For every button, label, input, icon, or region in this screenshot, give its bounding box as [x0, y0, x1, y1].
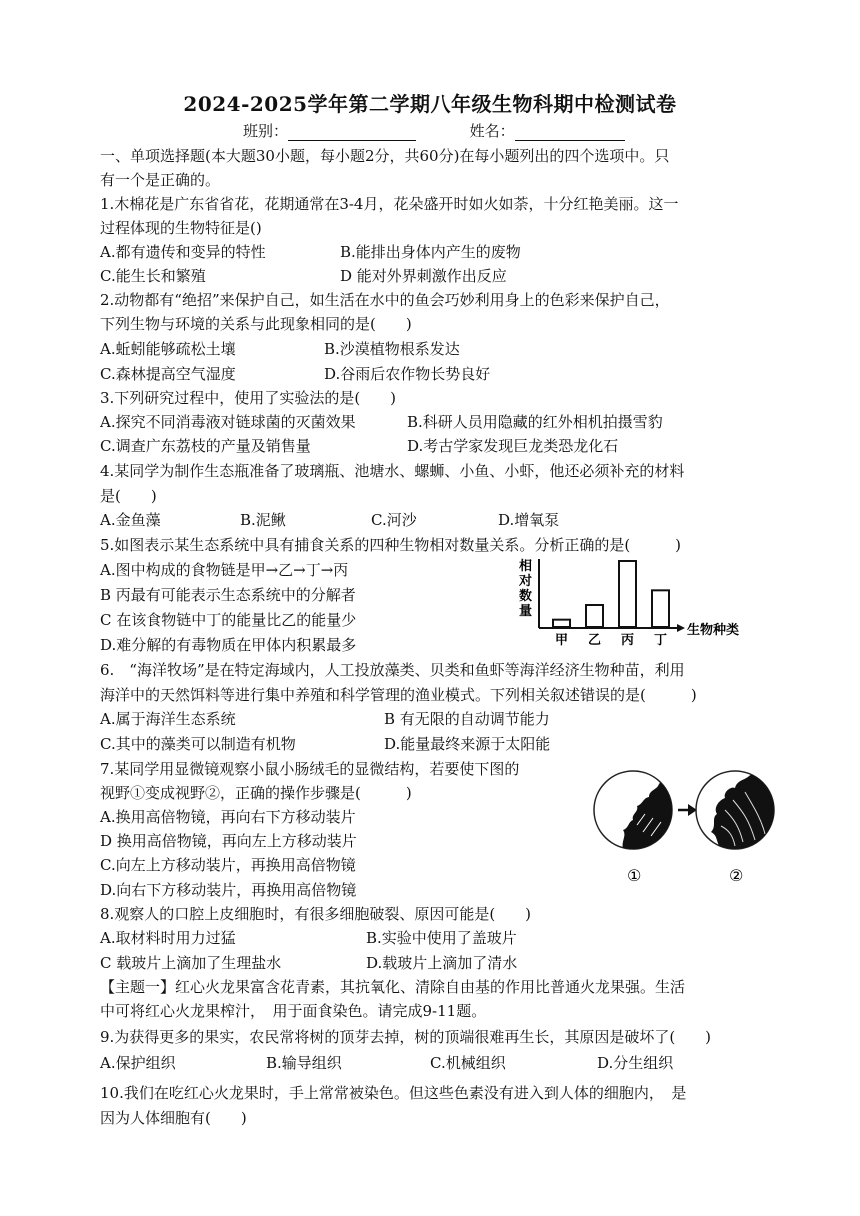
q5-bar-chart — [517, 556, 757, 648]
q9-option-d: D.分生组织 — [597, 1054, 674, 1072]
y-axis-label-char: 相 — [519, 559, 533, 574]
q2-option-d: D.谷雨后农作物长势良好 — [324, 365, 491, 383]
q7-option-b: D 换用高倍物镜，再向左上方移动装片 — [100, 832, 357, 850]
q6-stem: 6. “海洋牧场”是在特定海域内，人工投放藻类、贝类和鱼虾等海洋经济生物种苗，利用 — [100, 661, 685, 679]
q5-stem: 5.如图表示某生态系统中具有捕食关系的四种生物相对数量关系。分析正确的是( ) — [100, 536, 682, 554]
q9-option-c: C.机械组织 — [430, 1054, 506, 1072]
theme-intro: 【主题一】红心火龙果富含花青素，其抗氧化、清除自由基的作用比普通火龙果强。生活 — [100, 978, 686, 996]
q7-stem: 7.某同学用显微镜观察小鼠小肠绒毛的显微结构，若要使下图的 — [100, 760, 520, 778]
q6-option-c: C.其中的藻类可以制造有机物 — [100, 735, 296, 753]
q9-option-b: B.输导组织 — [266, 1054, 342, 1072]
q4-option-c: C.河沙 — [371, 511, 417, 529]
q4-option-b: B.泥鳅 — [240, 511, 286, 529]
q10-stem-cont: 因为人体细胞有( ) — [100, 1109, 247, 1127]
q8-option-d: D.载玻片上滴加了清水 — [366, 954, 518, 972]
bar-丁 — [652, 590, 669, 627]
q3-option-d: D.考古学家发现巨龙类恐龙化石 — [407, 437, 619, 455]
theme-intro-cont: 中可将红心火龙果榨汁， 用于面食染色。请完成9-11题。 — [100, 1002, 487, 1020]
q3-option-c: C.调查广东荔枝的产量及销售量 — [100, 437, 311, 455]
q3-option-b: B.科研人员用隐藏的红外相机拍摄雪豹 — [407, 413, 663, 431]
q1-option-b: B.能排出身体内产生的废物 — [340, 243, 521, 261]
q2-option-b: B.沙漠植物根系发达 — [324, 340, 460, 358]
q6-option-d: D.能量最终来源于太阳能 — [384, 735, 551, 753]
y-axis-label-char: 对 — [519, 574, 533, 589]
q2-option-c: C.森林提高空气湿度 — [100, 365, 236, 383]
q9-stem: 9.为获得更多的果实，农民常将树的顶芽去掉，树的顶端很难再生长，其原因是破坏了( ) — [100, 1028, 712, 1046]
q4-stem-cont: 是( ) — [100, 487, 157, 505]
q3-option-a: A.探究不同消毒液对链球菌的灭菌效果 — [100, 413, 356, 431]
q6-option-b: B 有无限的自动调节能力 — [384, 710, 550, 728]
q7-stem-cont: 视野①变成视野②，正确的操作步骤是( ) — [100, 784, 412, 802]
bar-乙 — [586, 605, 603, 627]
x-axis-arrow — [677, 624, 685, 632]
q6-option-a: A.属于海洋生态系统 — [100, 710, 236, 728]
q5-option-b: B 丙最有可能表示生态系统中的分解者 — [100, 586, 356, 604]
q6-stem-cont: 海洋中的天然饵料等进行集中养殖和科学管理的渔业模式。下列相关叙述错误的是( ) — [100, 686, 697, 704]
class-label: 班别： — [243, 122, 289, 140]
q4-stem: 4.某同学为制作生态瓶准备了玻璃瓶、池塘水、螺蛳、小鱼、小虾，他还必须补充的材料 — [100, 462, 685, 480]
q10-stem: 10.我们在吃红心火龙果时，手上常常被染色。但这些色素没有进入到人体的细胞内， 是 — [100, 1084, 687, 1102]
bar-甲 — [553, 620, 570, 627]
q1-option-c: C.能生长和繁殖 — [100, 267, 206, 285]
q1-stem: 1.木棉花是广东省省花，花期通常在3-4月，花朵盛开时如火如荼，十分红艳美丽。这一 — [100, 195, 679, 213]
bar-丙 — [619, 561, 636, 627]
q3-stem: 3.下列研究过程中，使用了实验法的是( ) — [100, 389, 397, 407]
q1-option-d: D 能对外界刺激作出反应 — [340, 267, 507, 285]
fig-label-2: ② — [729, 866, 744, 885]
q2-option-a: A.蚯蚓能够疏松土壤 — [100, 340, 236, 358]
tick-label-乙: 乙 — [587, 633, 602, 648]
y-axis-label-char: 量 — [519, 604, 533, 619]
section-heading: 一、单项选择题(本大题30小题，每小题2分，共60分)在每小题列出的四个选项中。只 — [100, 147, 670, 165]
student-info-line — [243, 120, 625, 141]
fig-label-1: ① — [627, 866, 642, 885]
class-field[interactable] — [288, 124, 416, 141]
q7-microscope-figure — [593, 770, 775, 888]
q2-stem-cont: 下列生物与环境的关系与此现象相同的是( ) — [100, 315, 412, 333]
tick-label-甲: 甲 — [554, 633, 569, 648]
q1-stem-cont: 过程体现的生物特征是() — [100, 219, 262, 237]
q8-option-a: A.取材料时用力过猛 — [100, 929, 236, 947]
name-label: 姓名： — [469, 122, 515, 140]
q2-stem: 2.动物都有“绝招”来保护自己，如生活在水中的鱼会巧妙利用身上的色彩来保护自己， — [100, 291, 670, 309]
q7-option-a: A.换用高倍物镜，再向右下方移动装片 — [100, 808, 356, 826]
name-field[interactable] — [515, 124, 625, 141]
page-title: 2024-2025学年第二学期八年级生物科期中检测试卷 — [183, 92, 677, 116]
y-axis-label-char: 数 — [519, 589, 533, 604]
q8-option-b: B.实验中使用了盖玻片 — [366, 929, 517, 947]
y-axis-label — [518, 558, 532, 619]
q5-option-c: C 在该食物链中丁的能量比乙的能量少 — [100, 611, 357, 629]
q7-option-d: D.向右下方移动装片，再换用高倍物镜 — [100, 881, 357, 899]
x-axis-label: 生物种类 — [687, 623, 740, 638]
tick-label-丙: 丙 — [620, 633, 635, 648]
q5-option-d: D.难分解的有毒物质在甲体内积累最多 — [100, 636, 357, 654]
q4-option-d: D.增氧泵 — [498, 511, 560, 529]
section-heading-cont: 有一个是正确的。 — [100, 171, 221, 189]
q8-stem: 8.观察人的口腔上皮细胞时，有很多细胞破裂、原因可能是( ) — [100, 905, 532, 923]
tick-label-丁: 丁 — [653, 633, 668, 648]
q8-option-c: C 载玻片上滴加了生理盐水 — [100, 954, 282, 972]
q1-option-a: A.都有遗传和变异的特性 — [100, 243, 266, 261]
q9-option-a: A.保护组织 — [100, 1054, 176, 1072]
q7-option-c: C.向左上方移动装片，再换用高倍物镜 — [100, 856, 356, 874]
q5-option-a: A.图中构成的食物链是甲→乙→丁→丙 — [100, 561, 349, 579]
q4-option-a: A.金鱼藻 — [100, 511, 161, 529]
